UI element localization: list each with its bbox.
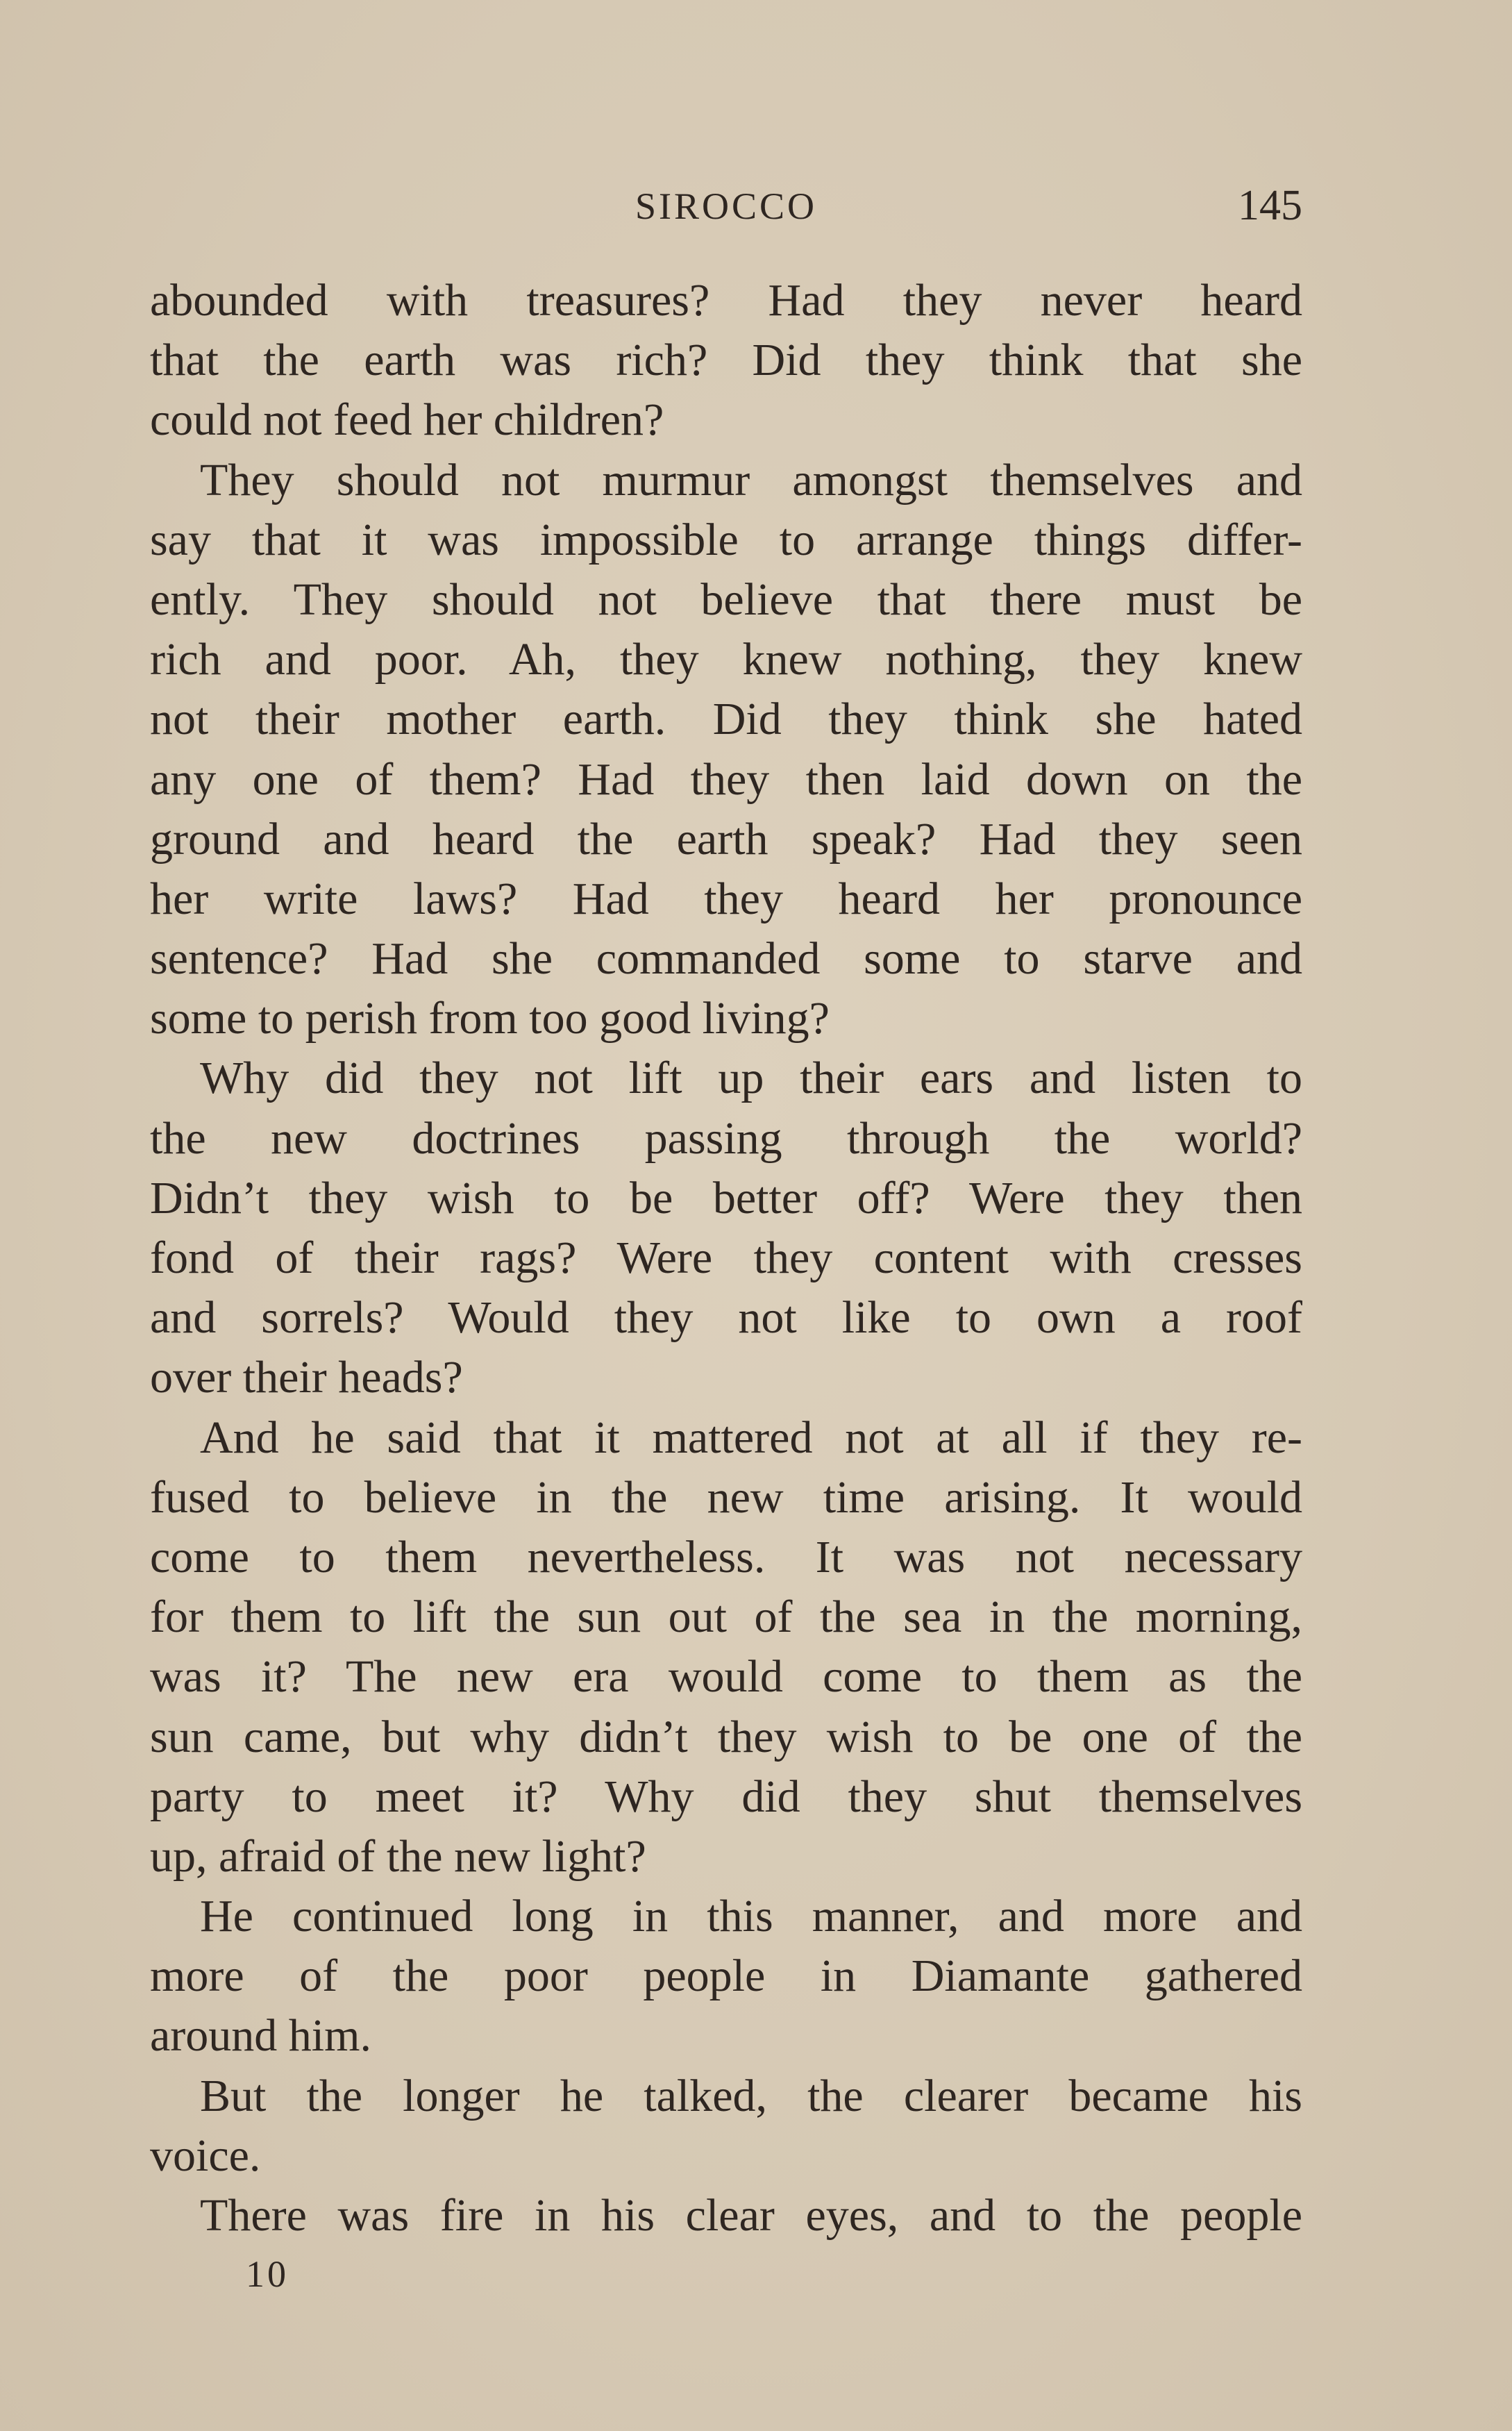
text-line: fused to believe in the new time arising. It would	[150, 1471, 1302, 1523]
text-line: the new doctrines passing through the world?	[150, 1112, 1302, 1164]
text-line: around him.	[150, 2010, 371, 2062]
text-line: But the longer he talked, the clearer became his	[200, 2070, 1302, 2121]
text-line: her write laws? Had they heard her pronounce	[150, 873, 1302, 924]
text-line: and sorrels? Would they not like to own a roof	[150, 1292, 1302, 1344]
text-line: rich and poor. Ah, they knew nothing, they knew	[150, 634, 1302, 685]
text-line: fond of their rags? Were they content with cresses	[150, 1233, 1302, 1283]
body-text	[150, 271, 1302, 2246]
text-line: sun came, but why didn’t they wish to be one of the	[150, 1711, 1302, 1762]
text-line: come to them nevertheless. It was not necessary	[150, 1531, 1302, 1582]
page-number: 145	[1238, 182, 1302, 229]
text-line: some to perish from too good living?	[150, 993, 830, 1044]
text-line: ground and heard the earth speak? Had they seen	[150, 813, 1302, 864]
text-line: Didn’t they wish to be better off? Were they then	[150, 1172, 1302, 1223]
text-line: And he said that it mattered not at all if they re-	[200, 1412, 1302, 1463]
signature-mark: 10	[246, 2253, 289, 2295]
text-line: sentence? Had she commanded some to starve and	[150, 933, 1302, 985]
text-line: There was fire in his clear eyes, and to the people	[200, 2190, 1302, 2241]
text-line: They should not murmur amongst themselves and	[200, 454, 1302, 506]
text-line: party to meet it? Why did they shut themselves	[150, 1771, 1302, 1822]
running-head	[150, 182, 1302, 231]
text-line: voice.	[150, 2130, 261, 2181]
text-line: He continued long in this manner, and more and	[200, 1891, 1302, 1942]
text-line: say that it was impossible to arrange things differ-	[150, 514, 1302, 565]
text-line: that the earth was rich? Did they think that she	[150, 335, 1302, 386]
text-line: Why did they not lift up their ears and listen to	[200, 1053, 1302, 1104]
text-line: any one of them? Had they then laid down on the	[150, 753, 1302, 805]
text-line: more of the poor people in Diamante gathered	[150, 1950, 1302, 2002]
text-line: not their mother earth. Did they think she hated	[150, 694, 1302, 745]
text-line: could not feed her children?	[150, 394, 664, 446]
text-line: abounded with treasures? Had they never heard	[150, 275, 1302, 326]
running-title: SIROCCO	[635, 185, 818, 227]
text-line: over their heads?	[150, 1352, 463, 1403]
text-line: for them to lift the sun out of the sea in the morning,	[150, 1592, 1302, 1643]
text-line: ently. They should not believe that there must be	[150, 574, 1302, 625]
text-line: was it? The new era would come to them as the	[150, 1651, 1302, 1703]
text-line: up, afraid of the new light?	[150, 1830, 646, 1882]
